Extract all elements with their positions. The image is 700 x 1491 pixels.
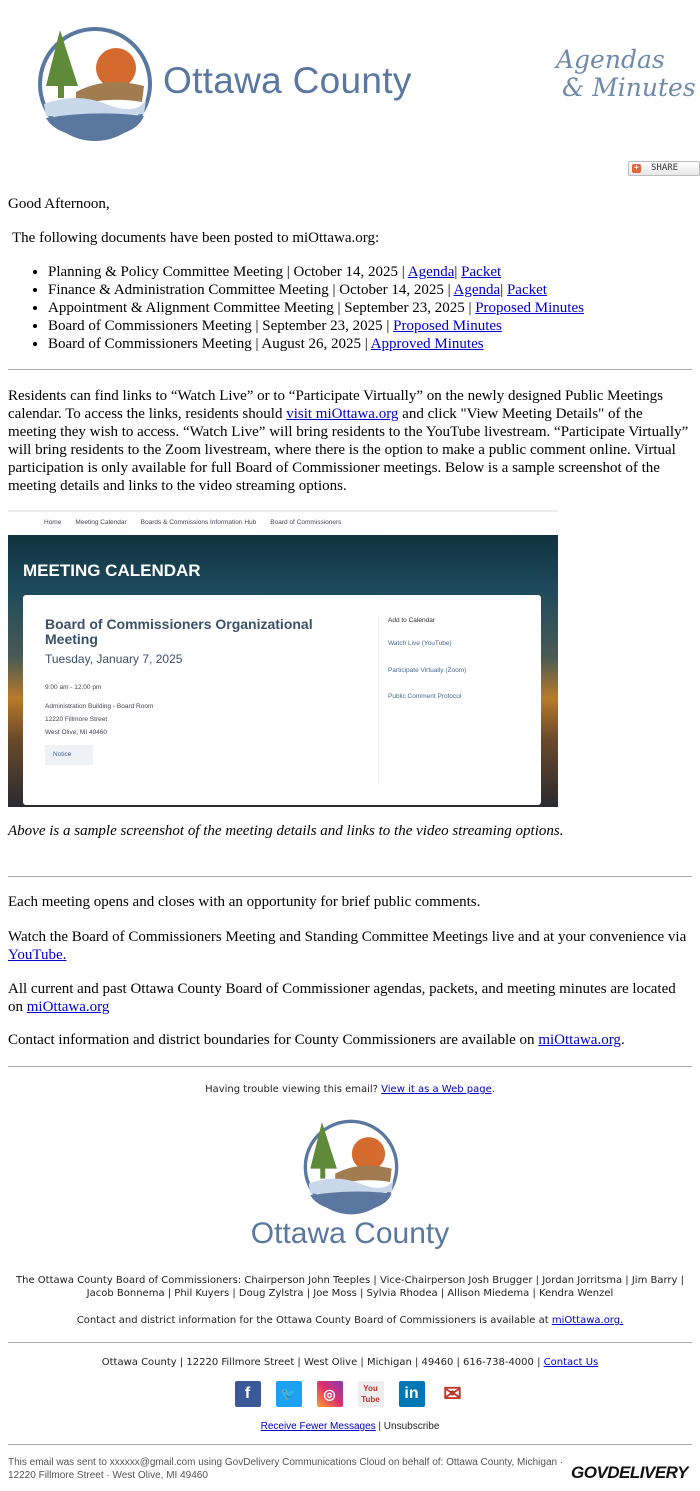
divider [8,876,692,877]
text: All current and past Ottawa County Board of Commissioner agendas, packets, and meeting minutes are located on [8,981,676,1015]
list-item [48,335,584,353]
add-to-calendar: Add to Calendar [388,617,435,624]
banner-title: MEETING CALENDAR [23,561,201,580]
plus-icon: + [633,163,640,173]
meeting-time: 9:00 am - 12:00 pm [45,684,102,691]
facebook-icon[interactable]: f [235,1381,261,1407]
list-item: • Finance & Administration Committee Meeting | October 14, 2025 | Agenda| Packet [48,281,584,299]
ottawa-county-logo [36,26,154,142]
header [0,0,700,173]
residents-paragraph [8,387,692,495]
comment-protocol-link: Public Comment Protocol [388,693,462,700]
sample-nav [8,510,558,535]
watch-live-link: Watch Live (YouTube) [388,640,452,647]
contact-us-link[interactable]: Contact Us [543,1357,599,1368]
agendas-minutes-title [556,46,696,102]
agenda-link[interactable]: Agenda [407,264,455,280]
location-line: West Olive, MI 49460 [45,729,108,736]
script-line-2: & Minutes [562,73,696,102]
minutes-link[interactable]: Proposed Minutes [475,300,584,316]
meeting-date: Tuesday, January 7, 2025 [45,652,183,666]
list-item [48,299,584,317]
miottawa-link[interactable]: miOttawa.org [538,1032,621,1048]
meeting-card [23,595,541,805]
divider [8,369,692,370]
minutes-link[interactable]: Approved Minutes [370,336,484,352]
intro-text: The following documents have been posted to miOttawa.org: [12,230,380,246]
text: Contact and district information for the Ottawa County Board of Commissioners is available at [76,1315,552,1326]
doc-text: Board of Commissioners Meeting | September 23, 2025 | [48,318,394,334]
list-item: • Planning & Policy Committee Meeting | October 14, 2025 | Agenda| Packet [48,263,584,281]
packet-link[interactable]: Packet [461,264,502,280]
share-label: SHARE [651,163,679,173]
agendas-paragraph [8,980,692,1016]
doc-text: Appointment & Alignment Committee Meeting | September 23, 2025 | [48,300,476,316]
footer-logo [302,1118,400,1216]
doc-text: Board of Commissioners Meeting | August 26, 2025 | [48,336,371,352]
instagram-icon[interactable]: ◎ [317,1381,343,1407]
text: . [620,1032,625,1048]
sample-screenshot [8,510,558,807]
unsubscribe-link[interactable]: Unsubscribe [383,1421,440,1432]
list-item [48,317,584,335]
board-members: The Ottawa County Board of Commissioners: Chairperson John Teeples | Vice-Chairperson Josh Brugger | Jordan Jorritsma | Jim Barry | Jacob Bonnema | Phil Kuyers | Doug Zylstra | Joe Moss | Sylvia Rhodea | Allison Miedema | Kendra Wenzel [16,1275,684,1299]
youtube-icon[interactable]: You Tube [358,1381,384,1407]
text: Watch the Board of Commissioners Meeting and Standing Committee Meetings live and at your convenience via [8,929,687,945]
screenshot-caption: Above is a sample screenshot of the meeting details and links to the video streaming options. [8,823,564,839]
social-links [0,1381,700,1407]
contact-paragraph [8,1031,692,1049]
nav-calendar: Meeting Calendar [75,519,127,526]
divider [8,1444,692,1445]
email-icon[interactable]: ✉ [440,1381,466,1407]
packet-link[interactable]: Packet [506,282,547,298]
text: . [491,1084,495,1095]
separator: | [375,1421,384,1432]
receive-fewer-link[interactable]: Receive Fewer Messages [260,1421,376,1432]
text: Residents can find links to “Watch Live” or to “Participate Virtually” on the newly designed Public Meetings calendar. To access the links, residents should [8,388,663,422]
text: Ottawa County | 12220 Fillmore Street | West Olive | Michigan | 49460 | 616-738-4000 | [101,1357,544,1368]
divider [8,1066,692,1067]
divider [8,1342,692,1343]
public-comments-text: Each meeting opens and closes with an opportunity for brief public comments. [8,894,481,910]
sample-hero [8,535,558,807]
share-button[interactable] [628,161,700,176]
documents-list [0,263,584,353]
participate-link: Participate Virtually (Zoom) [388,667,467,674]
doc-text: Finance & Administration Committee Meeting | October 14, 2025 | [48,282,454,298]
location-line: Administration Building - Board Room [45,703,154,710]
govdelivery-logo: GOVDELIVERY [571,1463,688,1482]
visit-miottawa-link[interactable]: visit miOttawa.org [286,406,399,422]
twitter-icon[interactable]: 🐦 [276,1381,302,1407]
notice-button: Notice [45,745,93,765]
nav-board: Board of Commissioners [270,519,342,526]
miottawa-link[interactable]: miOttawa.org. [551,1315,624,1326]
web-page-link[interactable]: View it as a Web page [381,1084,492,1095]
script-line-1: Agendas [556,45,665,74]
doc-text: Planning & Policy Committee Meeting | October 14, 2025 | [48,264,408,280]
text: Having trouble viewing this email? [205,1084,382,1095]
footer-logo-text: Ottawa County [250,1217,450,1250]
contact-info [8,1314,692,1327]
trouble-viewing [8,1083,692,1096]
agenda-link[interactable]: Agenda [453,282,501,298]
address [8,1356,692,1369]
youtube-paragraph [8,928,692,964]
nav-hub: Boards & Commissions Information Hub [140,519,257,526]
linkedin-icon[interactable]: in [399,1381,425,1407]
minutes-link[interactable]: Proposed Minutes [393,318,502,334]
text: Contact information and district boundaries for County Commissioners are available on [8,1032,539,1048]
legal-text: This email was sent to xxxxxx@gmail.com using GovDelivery Communications Cloud on behalf of: Ottawa County, Michigan · 12220 Fillmore Street · West Olive, MI 49460 [8,1457,564,1481]
greeting: Good Afternoon, [8,196,110,212]
divider [378,615,379,785]
text: and click "View Meeting Details" of the meeting they wish to access. “Watch Live” will bring residents to the YouTube livestream. “Participate Virtually” will bring residents to the Zoom livestream, where there is the option to make a public comment online. Virtual participation is only available for full Board of Commissioner meetings. Below is a sample screenshot of the meeting details and links to the video streaming options. [8,406,689,494]
nav-home: Home [44,519,62,526]
location-line: 12220 Fillmore Street [45,716,108,723]
logo-text: Ottawa County [163,60,412,101]
youtube-link[interactable]: YouTube. [8,947,67,963]
miottawa-link[interactable]: miOttawa.org [26,999,110,1015]
meeting-title: Board of Commissioners Organizational Meeting [45,616,313,647]
subscription-links [8,1420,692,1433]
